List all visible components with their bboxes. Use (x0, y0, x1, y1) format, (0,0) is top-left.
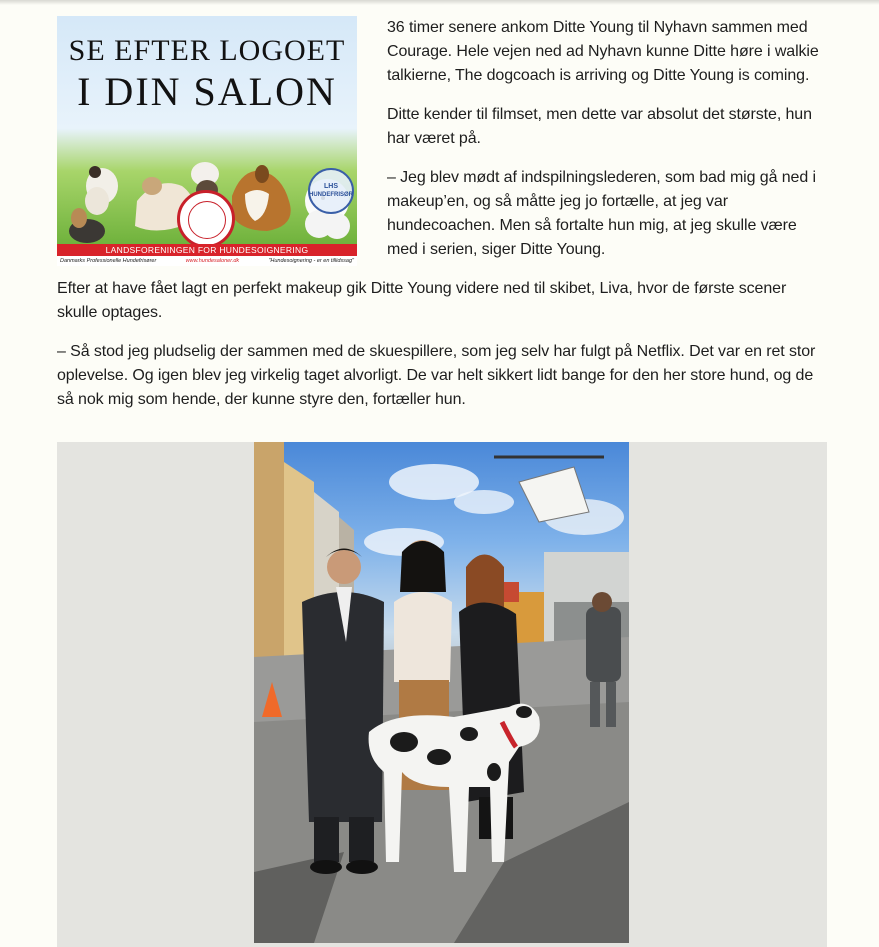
article-photo-container (57, 442, 827, 947)
ad-headline-line1: SE EFTER LOGOET (68, 34, 346, 67)
ad-footer-link[interactable]: www.hundesaloner.dk (185, 258, 240, 264)
ad-footer-right: "Hundesoignering - er en tillidssag" (268, 258, 354, 264)
ad-badge-mid: HUNDEFRISØR (309, 192, 354, 198)
ad-badge (308, 168, 354, 214)
article-paragraph-1: 36 timer senere ankom Ditte Young til Nyhavn sammen med Courage. Hele vejen ned ad Nyhavn kunne Ditte høre i walkie talkierne, The dogcoach is arriving og Ditte Young is coming. (387, 19, 819, 84)
article-paragraph-2: Ditte kender til filmset, men dette var absolut det største, hun har været på. (387, 106, 812, 147)
ad-footer (57, 256, 357, 266)
ad-headline-line2: I DIN SALON (77, 69, 337, 114)
article-paragraph-4: Efter at have fået lagt en perfekt makeup gik Ditte Young videre ned til skibet, Liva, hvor de første scener skulle optages. (57, 280, 787, 321)
ad-footer-left: Danmarks Professionelle Hundefrisører (60, 258, 157, 264)
ad-badge-top: LHS (324, 183, 338, 190)
advertisement-banner[interactable] (57, 16, 357, 266)
article-paragraph-3: – Jeg blev mødt af indspilningslederen, som bad mig gå ned i makeup’en, og så måtte jeg jo fortælle, at jeg var hundecoachen. Men så fortalte hun mig, at jeg skulle være med i serien, siger Ditte Young. (387, 169, 816, 258)
article-paragraph-5: – Så stod jeg pludselig der sammen med de skuespillere, som jeg selv har fulgt på Netflix. Det var en ret stor oplevelse. Og igen blev jeg virkelig taget alvorligt. De var helt sikkert lidt bange for den her store hund, og de så nok mig som hende, der kunne styre den, fortæller hun. (57, 343, 816, 408)
ad-seal-logo (177, 190, 235, 248)
article-photo[interactable] (254, 442, 629, 943)
photo-scene (254, 442, 629, 943)
ad-red-bar: LANDSFORENINGEN FOR HUNDESOIGNERING (57, 244, 357, 256)
top-shadow (0, 0, 879, 5)
